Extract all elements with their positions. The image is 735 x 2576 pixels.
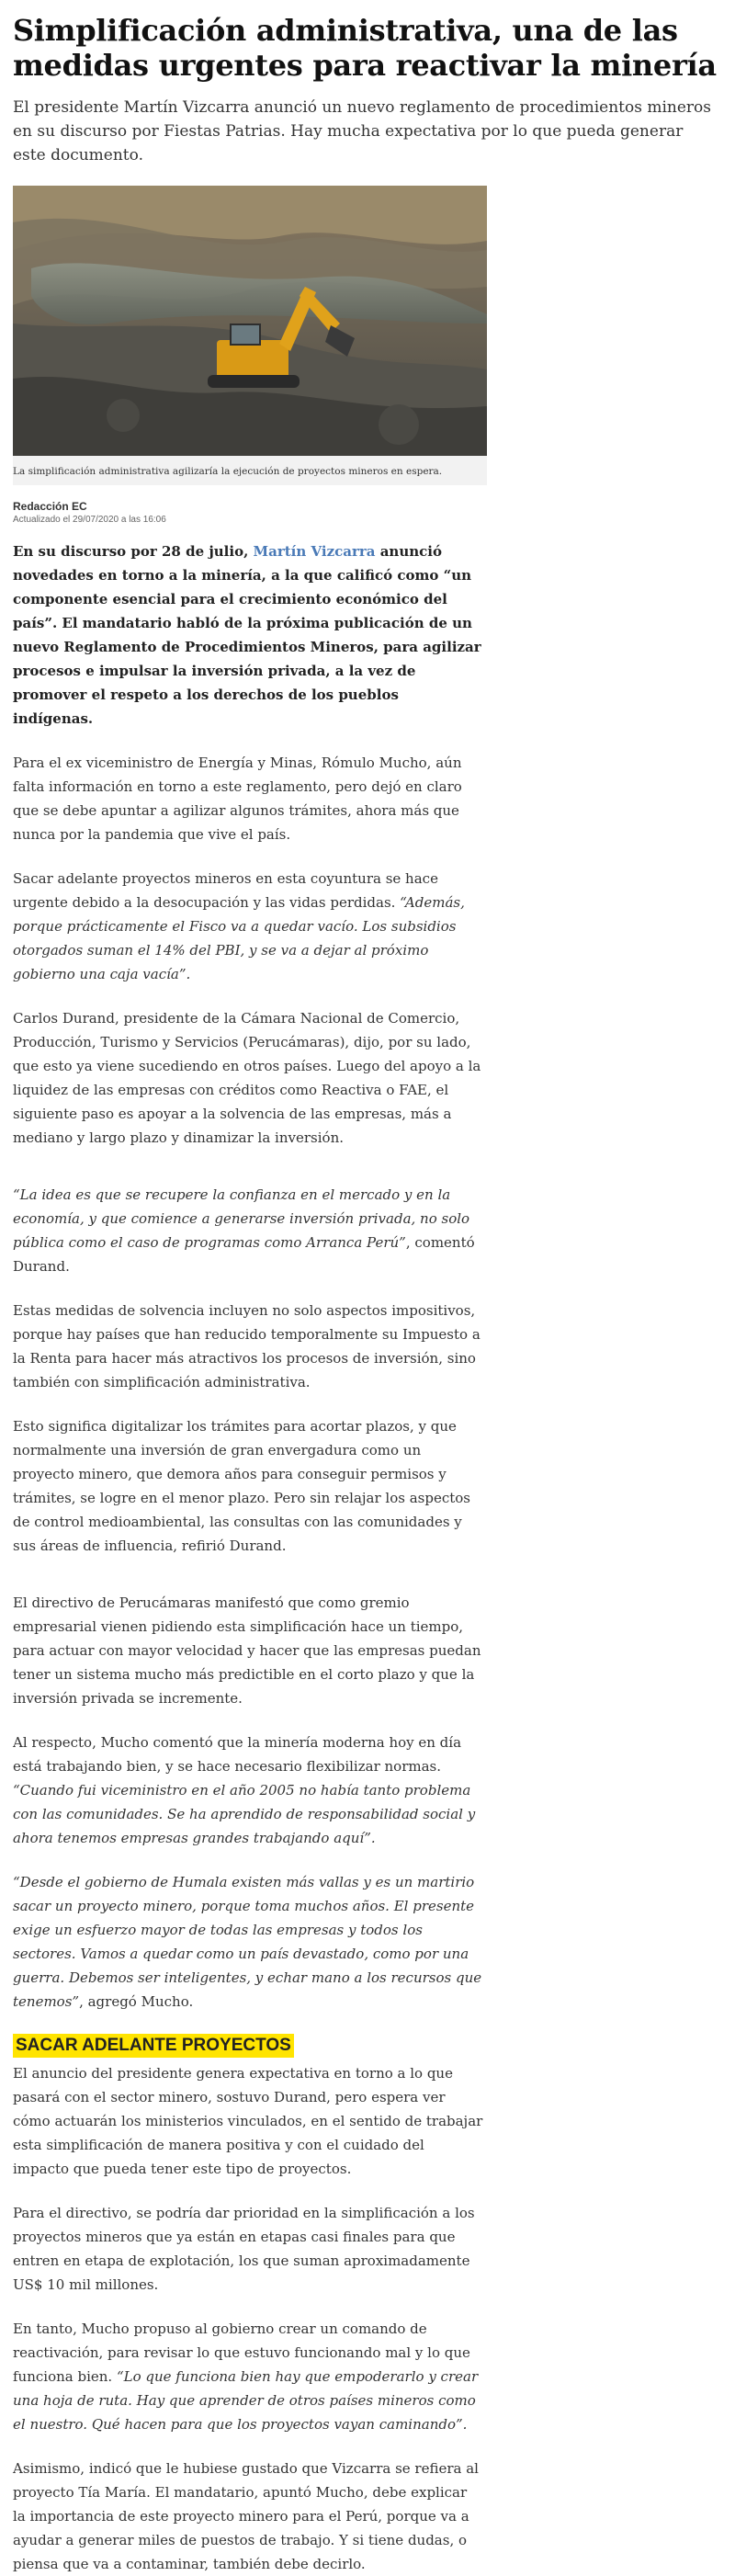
lead-text-start: En su discurso por 28 de julio, — [13, 543, 254, 560]
paragraph-text: Al respecto, Mucho comentó que la minería moderna hoy en día está trabajando bien, y se hace necesario flexibilizar normas. — [13, 1734, 462, 1775]
paragraph — [13, 1731, 483, 1850]
vizcarra-link[interactable]: Martín Vizcarra — [253, 543, 376, 560]
quote-text: “Desde el gobierno de Humala existen más vallas y es un martirio sacar un proyecto minero, porque toma muchos años. El presente exige un esfuerzo mayor de todas las empresas y todos los sectores. Vamos a quedar como un país devastado, como por una guerra. Debemos ser inteligentes, y echar mano a los recursos que tenemos” — [13, 1874, 482, 2010]
mining-excavator-image — [13, 186, 487, 456]
article-summary: El presidente Martín Vizcarra anunció un nuevo reglamento de procedimientos mineros en su discurso por Fiestas Patrias. Hay mucha expectativa por lo que pueda generar este documento. — [13, 98, 712, 165]
update-timestamp: Actualizado el 29/07/2020 a las 16:06 — [13, 515, 166, 525]
paragraph-text: Sacar adelante proyectos mineros en esta coyuntura se hace urgente debido a la desocupación y las vidas perdidas. — [13, 870, 438, 911]
lead-paragraph — [13, 539, 483, 731]
article — [13, 0, 722, 2576]
paragraph — [13, 2317, 483, 2436]
paragraph — [13, 1183, 483, 1278]
image-caption: La simplificación administrativa agilizaría la ejecución de proyectos mineros en espera. — [13, 466, 443, 477]
paragraph-text: , agregó Mucho. — [79, 1993, 194, 2010]
paragraph: Para el ex viceministro de Energía y Minas, Rómulo Mucho, aún falta información en torno a este reglamento, pero dejó en claro que se debe apuntar a agilizar algunos trámites, ahora más que nunca por la pandemia que vive el país. — [13, 755, 462, 843]
article-title: Simplificación administrativa, una de las medidas urgentes para reactivar la minería — [13, 13, 717, 83]
quote-text: “Además, porque prácticamente el Fisco va a quedar vacío. Los subsidios otorgados suman el 14% del PBI, y se va a dejar al próximo gobierno una caja vacía”. — [13, 894, 465, 982]
paragraph: Asimismo, indicó que le hubiese gustado que Vizcarra se refiera al proyecto Tía María. El mandatario, apuntó Mucho, debe explicar la importancia de este proyecto minero para el Perú, porque va a ayudar a generar miles de puestos de trabajo. Y si tiene dudas, o piensa que va a contaminar, también debe decirlo. — [13, 2460, 479, 2572]
quote-text: “Cuando fui viceministro en el año 2005 no había tanto problema con las comunidades. Se ha aprendido de responsabilidad social y ahora tenemos empresas grandes trabajando aquí”. — [13, 1782, 476, 1846]
byline — [13, 500, 722, 525]
paragraph — [13, 867, 483, 986]
paragraph: Para el directivo, se podría dar prioridad en la simplificación a los proyectos mineros que ya están en etapas casi finales para que entren en etapa de explotación, los que suman aproximadamente US$ 10 mil millones. — [13, 2205, 475, 2293]
lead-text-end: anunció novedades en torno a la minería, a la que calificó como “un componente esencial para el crecimiento económico del país”. El mandatario habló de la próxima publicación de un nuevo Reglamento de Procedimientos Mineros, para agilizar procesos e impulsar la inversión privada, a la vez de promover el respeto a los derechos de los pueblos indígenas. — [13, 543, 481, 727]
paragraph: El anuncio del presidente genera expectativa en torno a lo que pasará con el sector minero, sostuvo Durand, pero espera ver cómo actuarán los ministerios vinculados, en el sentido de trabajar esta simplificación de manera positiva y con el cuidado del impacto que pueda tener este tipo de proyectos. — [13, 2065, 483, 2177]
paragraph: Esto significa digitalizar los trámites para acortar plazos, y que normalmente una inversión de gran envergadura como un proyecto minero, que demora años para conseguir permisos y trámites, se logre en el menor plazo. Pero sin relajar los aspectos de control medioambiental, las consultas con las comunidades y sus áreas de influencia, refirió Durand. — [13, 1418, 470, 1554]
article-photo — [13, 186, 487, 456]
paragraph-text: , comentó Durand. — [13, 1234, 475, 1275]
paragraph: Carlos Durand, presidente de la Cámara Nacional de Comercio, Producción, Turismo y Servicios (Perucámaras), dijo, por su lado, que esto ya viene sucediendo en otros países. Luego del apoyo a la liquidez de las empresas con créditos como Reactiva o FAE, el siguiente paso es apoyar a la solvencia de las empresas, más a mediano y largo plazo y dinamizar la inversión. — [13, 1010, 481, 1146]
quote-text: “La idea es que se recupere la confianza en el mercado y en la economía, y que comience a generarse inversión privada, no solo pública como el caso de programas como Arranca Perú” — [13, 1186, 470, 1251]
author-name[interactable]: Redacción EC — [13, 500, 87, 513]
paragraph — [13, 1870, 483, 2014]
paragraph-text: En tanto, Mucho propuso al gobierno crear un comando de reactivación, para revisar lo que estuvo funcionando mal y lo que funciona bien. — [13, 2321, 470, 2385]
quote-text: “Lo que funciona bien hay que empoderarlo y crear una hoja de ruta. Hay que aprender de otros países mineros como el nuestro. Qué hacen para que los proyectos vayan caminando”. — [13, 2368, 479, 2433]
paragraph: Estas medidas de solvencia incluyen no solo aspectos impositivos, porque hay países que han reducido temporalmente su Impuesto a la Renta para hacer más atractivos los procesos de inversión, sino también con simplificación administrativa. — [13, 1302, 481, 1390]
paragraph: El directivo de Perucámaras manifestó que como gremio empresarial vienen pidiendo esta simplificación hace un tiempo, para actuar con mayor velocidad y hacer que las empresas puedan tener un sistema mucho más predictible en el corto plazo y que la inversión privada se incremente. — [13, 1594, 481, 1707]
section-subheading: SACAR ADELANTE PROYECTOS — [13, 2034, 294, 2058]
article-figure — [13, 186, 487, 485]
article-body — [13, 539, 483, 2576]
